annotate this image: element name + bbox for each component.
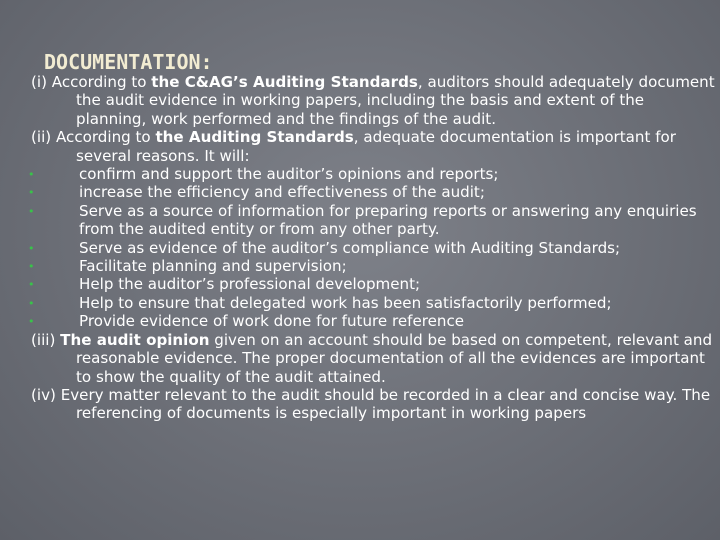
slide-body [28,73,715,423]
paragraph-i [31,73,715,128]
list-item-text: Help the auditor’s professional development; [79,275,421,294]
list-item-text: Serve as evidence of the auditor’s compliance with Auditing Standards; [79,238,621,257]
list-item-text: Serve as a source of information for preparing reports or answering any enquiries from the audited entity or from any other party. [79,201,697,239]
list-item [28,257,715,276]
paragraph-i-emphasis: the C&AG’s Auditing Standards [151,73,418,91]
list-item [28,275,715,294]
list-item-text: Facilitate planning and supervision; [79,257,347,276]
bullet-icon: • [28,315,35,329]
paragraph-i-text: , auditors should adequately document the audit evidence in working papers, including the basis and extent of the planning, work performed and the findings of the audit. [76,73,715,128]
slide-title: DOCUMENTATION: [44,50,213,74]
list-item-text: Provide evidence of work done for future reference [79,312,465,331]
paragraph-iii-intro: (iii) [31,330,61,349]
paragraph-ii [31,128,715,165]
paragraph-iii-text: given on an account should be based on competent, relevant and reasonable evidence. The proper documentation of all the evidences are important to show the quality of the audit attained. [76,330,713,386]
list-item [28,293,715,312]
list-item [28,201,715,239]
bullet-icon: • [28,260,35,274]
paragraph-iii-emphasis: The audit opinion [60,330,210,349]
list-item [28,312,715,331]
bullet-icon: • [28,296,35,310]
paragraph-ii-emphasis: the Auditing Standards [155,128,354,147]
paragraph-iv: (iv) Every matter relevant to the audit should be recorded in a clear and concise way. The referencing of documents is especially important in working papers [31,385,711,423]
bullet-icon: • [28,278,35,292]
paragraph-ii-intro: (ii) According to [31,128,156,147]
bullet-icon: • [28,241,35,255]
list-item-text: increase the efficiency and effectiveness of the audit; [79,183,485,202]
bullet-icon: • [28,204,35,218]
reasons-list [28,165,715,331]
list-item-text: Help to ensure that delegated work has been satisfactorily performed; [79,293,612,312]
list-item [28,165,715,184]
paragraph-ii-text: , adequate documentation is important for several reasons. It will: [76,128,676,165]
list-item [28,183,715,202]
paragraph-i-intro: (i) According to [31,73,152,91]
paragraph-iii [31,331,715,386]
bullet-icon: • [28,186,35,200]
bullet-icon: • [28,168,35,182]
list-item [28,238,715,257]
list-item-text: confirm and support the auditor’s opinions and reports; [79,165,499,184]
